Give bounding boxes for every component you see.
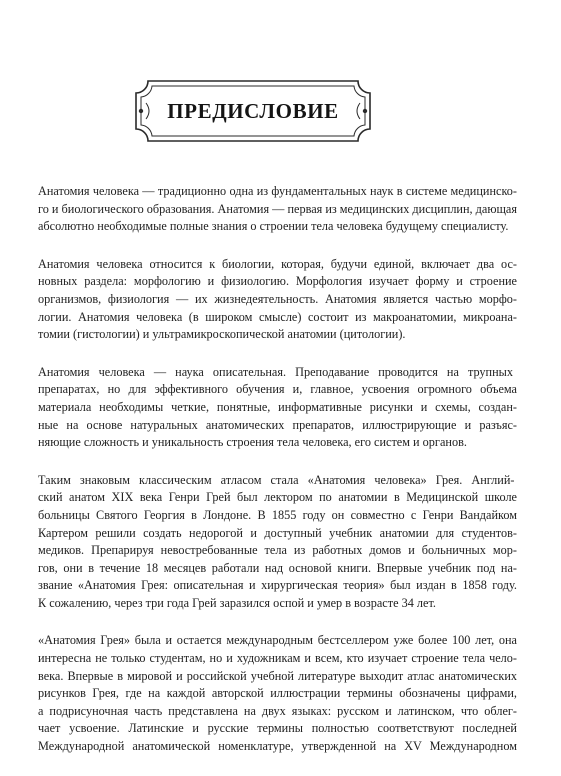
text-line: Картером решили создать недорогой и доступный учебник анатомии для студентов- [38,525,517,540]
text-line: К сожалению, через три года Грей заразился оспой и умер в возрасте 34 лет. [38,595,436,610]
text-line: Международной анатомической номенклатуре, утвержденной на XV Международном [38,739,517,754]
text-line: организмов, физиология — их жизнедеятельность. Анатомия является частью морфо- [38,291,517,306]
text-line: чает усвоение. Латинские и русские термины полностью соответствуют последней [38,721,517,736]
paragraph-4 [38,472,517,613]
preface-body [38,183,517,776]
paragraph-2 [38,256,517,344]
paragraph-3 [38,364,517,452]
text-line: новных раздела: морфологию и физиологию. Морфология изучает форму и строение [38,274,517,289]
text-line: а подрисуночная часть представлена на двух языках: русском и латинском, что облег- [38,703,517,718]
text-line: Анатомия человека — наука описательная. Преподавание проводится на трупных [38,364,514,379]
text-line: го и биологического образования. Анатомия — первая из медицинских дисциплин, дающая [38,201,517,216]
text-line: интересна не только студентам, но и художникам и всем, кто изучает строение тела чело- [38,651,517,666]
text-line: препаратах, но для эффективного обучения и, главное, усвоения огромного объема [38,382,517,397]
text-line: гов, они в течение 18 месяцев работали над основой книги. Впервые учебник под на- [38,560,517,575]
page-title: ПРЕДИСЛОВИЕ [167,99,339,123]
text-line: Анатомия человека — традиционно одна из фундаментальных наук в системе медицинско- [38,184,517,198]
text-line: абсолютно необходимые полные знания о строении тела человека будущему специалисту. [38,219,509,234]
paragraph-5 [38,632,517,755]
text-line: ский анатом XIX века Генри Грей был лектором по анатомии в Медицинской школе [38,490,517,505]
text-line: звание «Анатомия Грея: описательная и хирургическая теория» был издан в 1858 году. [38,578,517,593]
text-line: «Анатомия Грея» была и остается международным бестселлером уже более 100 лет, она [38,633,517,648]
text-line: томии (гистологии) и ультрамикроскопической анатомии (цитологии). [38,327,406,342]
text-line: больницы Святого Георгия в Лондоне. В 1855 году он совместно с Генри Вандайком [38,507,517,522]
text-line: логии. Анатомия человека (в широком смысле) состоит из макроанатомии, микроана- [38,309,517,324]
text-line: Анатомия человека относится к биологии, которая, будучи единой, включает два ос- [38,256,517,271]
text-line: медиков. Препарируя невостребованные тела из работных домов и больничных мор- [38,543,517,558]
text-line: рисунков Грея, где на каждой авторской иллюстрации термины обозначены цифрами, [38,686,517,701]
title-plaque [134,79,372,143]
text-line: няющие сложность и уникальность строения тела человека, его систем и органов. [38,435,467,450]
text-line: Таким знаковым классическим атласом стала «Анатомия человека» Грея. Англий- [38,472,515,487]
text-line: века. Впервые в мировой и российской учебной литературе выходит атлас анатомических [38,668,517,683]
paragraph-1 [38,183,517,236]
text-line: ные на основе натуральных анатомических препаратов, иллюстрирующие и разъяс- [38,417,517,432]
text-line: материала необходимы четкие, понятные, информативные рисунки и схемы, создан- [38,399,517,414]
